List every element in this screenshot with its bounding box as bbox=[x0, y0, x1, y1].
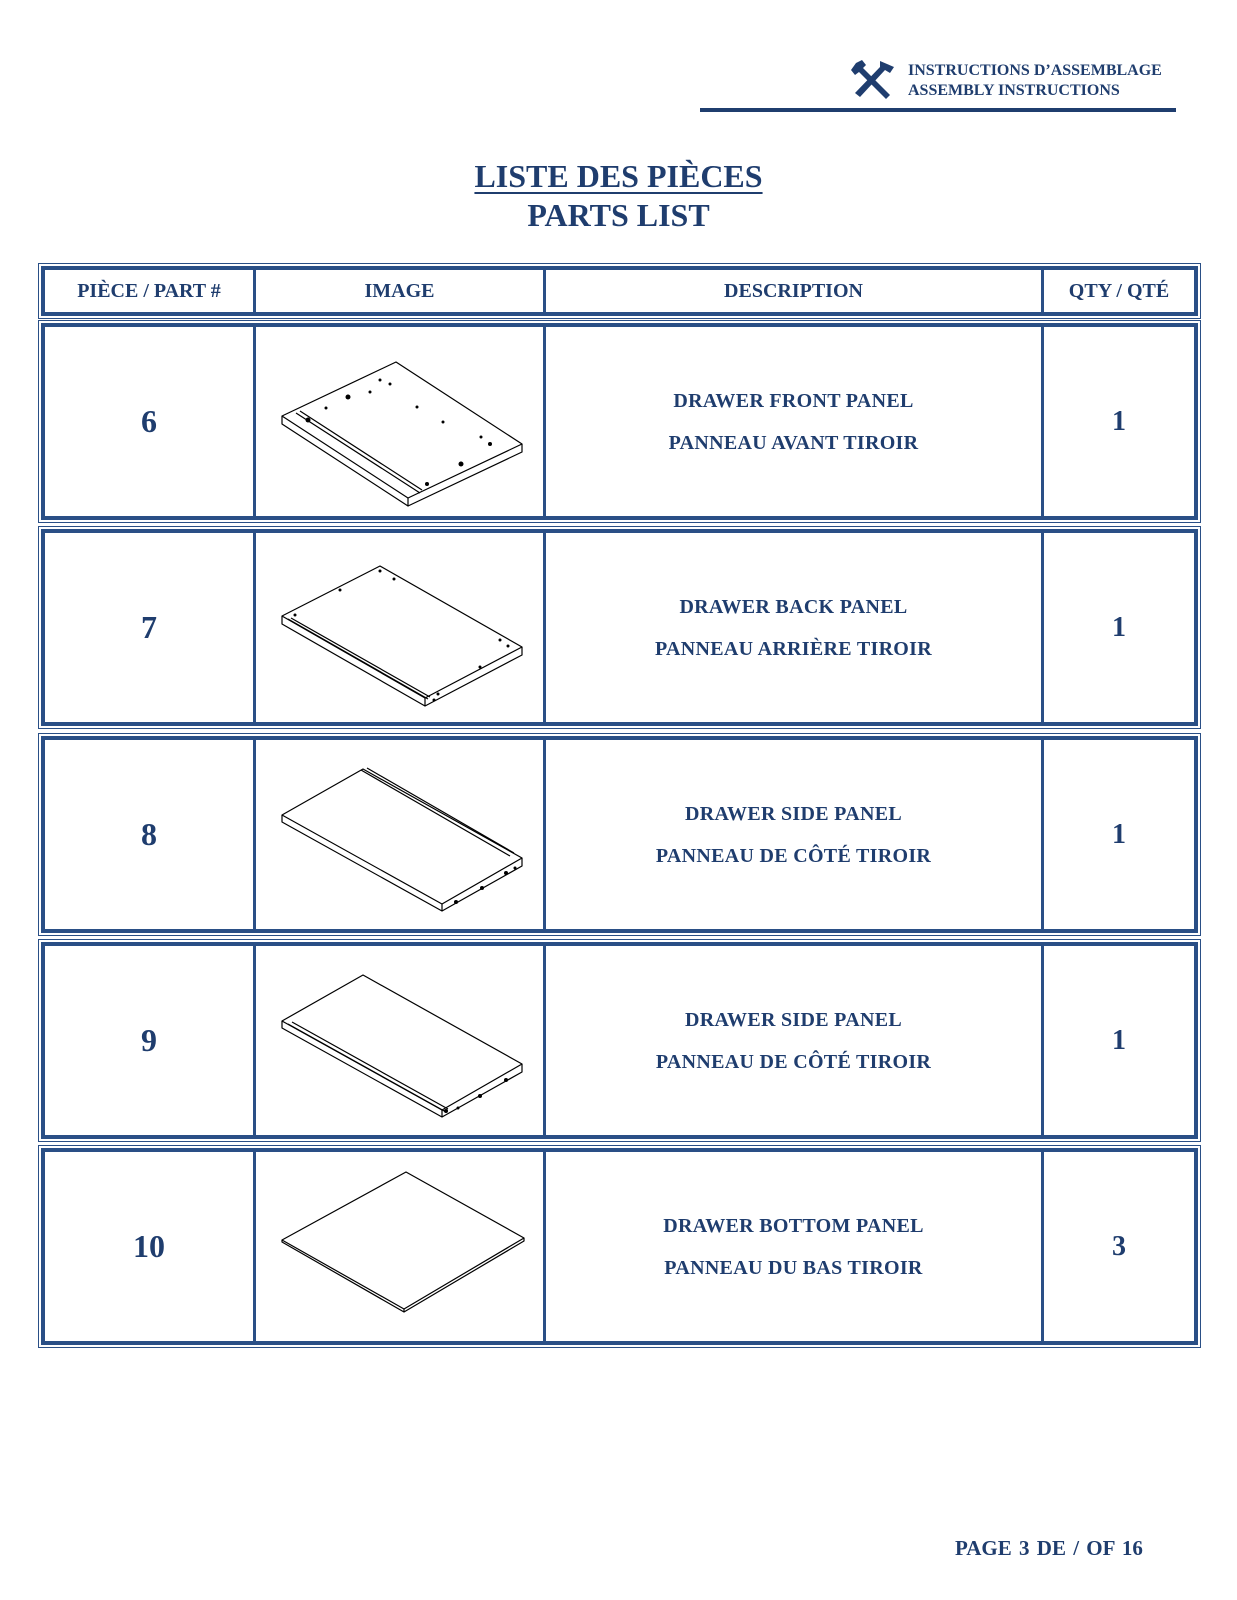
description-english: DRAWER BACK PANEL bbox=[679, 595, 908, 618]
description-english: DRAWER FRONT PANEL bbox=[673, 389, 914, 412]
of-label: DE / OF bbox=[1036, 1536, 1115, 1560]
drawer-side-panel-image bbox=[253, 946, 543, 1135]
table-row bbox=[41, 942, 1198, 1139]
page-title-english: PARTS LIST bbox=[527, 197, 710, 233]
table-row bbox=[41, 323, 1198, 520]
description-french: PANNEAU AVANT TIROIR bbox=[668, 431, 919, 454]
header-text bbox=[908, 61, 1162, 101]
page-indicator bbox=[955, 1536, 1143, 1561]
header-line-english: ASSEMBLY INSTRUCTIONS bbox=[908, 82, 1120, 99]
table-row bbox=[41, 736, 1198, 933]
drawer-side-panel-image bbox=[253, 740, 543, 929]
description-english: DRAWER SIDE PANEL bbox=[685, 802, 902, 825]
description-cell bbox=[543, 740, 1041, 929]
quantity: 1 bbox=[1041, 946, 1194, 1135]
header bbox=[700, 57, 1180, 115]
table-row bbox=[41, 529, 1198, 726]
header-rule bbox=[700, 108, 1176, 112]
header-qty: QTY / QTÉ bbox=[1041, 270, 1194, 312]
description-cell bbox=[543, 946, 1041, 1135]
quantity: 1 bbox=[1041, 533, 1194, 722]
quantity: 1 bbox=[1041, 740, 1194, 929]
page-title-french: LISTE DES PIÈCES bbox=[474, 158, 763, 194]
drawer-bottom-panel-image bbox=[253, 1152, 543, 1341]
part-number: 7 bbox=[141, 609, 157, 645]
description-cell bbox=[543, 533, 1041, 722]
description-french: PANNEAU DU BAS TIROIR bbox=[664, 1256, 923, 1279]
header-part: PIÈCE / PART # bbox=[77, 279, 221, 302]
part-number: 10 bbox=[133, 1228, 165, 1264]
part-number: 9 bbox=[141, 1022, 157, 1058]
page-label: PAGE bbox=[955, 1536, 1012, 1560]
total-pages: 16 bbox=[1121, 1536, 1143, 1560]
table-header-row bbox=[41, 266, 1198, 316]
header-line-french: INSTRUCTIONS D’ASSEMBLAGE bbox=[908, 62, 1162, 79]
description-english: DRAWER BOTTOM PANEL bbox=[663, 1214, 924, 1237]
header-description: DESCRIPTION bbox=[543, 270, 1041, 312]
description-french: PANNEAU DE CÔTÉ TIROIR bbox=[655, 844, 932, 867]
page-number: 3 bbox=[1019, 1536, 1030, 1560]
table-row bbox=[41, 1148, 1198, 1345]
quantity: 3 bbox=[1041, 1152, 1194, 1341]
header-image: IMAGE bbox=[253, 270, 543, 312]
quantity: 1 bbox=[1041, 327, 1194, 516]
description-french: PANNEAU ARRIÈRE TIROIR bbox=[654, 637, 932, 660]
drawer-front-panel-image bbox=[253, 327, 543, 516]
part-number: 8 bbox=[141, 816, 157, 852]
description-cell bbox=[543, 327, 1041, 516]
description-cell bbox=[543, 1152, 1041, 1341]
hammer-wrench-icon bbox=[850, 59, 896, 101]
drawer-back-panel-image bbox=[253, 533, 543, 722]
part-number: 6 bbox=[141, 403, 157, 439]
description-french: PANNEAU DE CÔTÉ TIROIR bbox=[655, 1050, 932, 1073]
description-english: DRAWER SIDE PANEL bbox=[685, 1008, 902, 1031]
